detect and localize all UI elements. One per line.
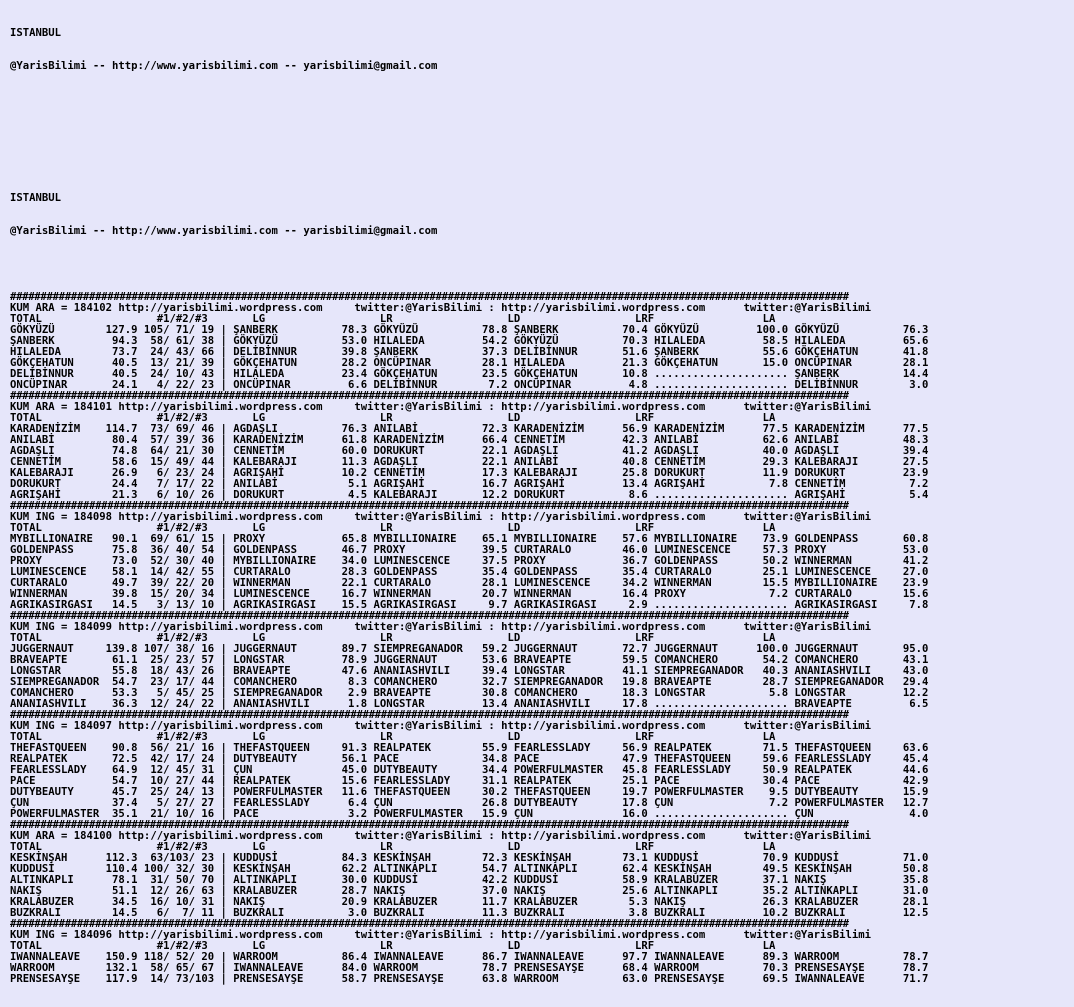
result-row: GÖKYÜZÜ 127.9 105/ 71/ 19 | ŞANBERK 78.3 GÖKYÜZÜ 78.8 ŞANBERK 70.4 GÖKYÜZÜ 100.0 GÖKYÜZÜ 76.3 bbox=[10, 324, 929, 336]
result-row: ÇUN 37.4 5/ 27/ 27 | FEARLESSLADY 6.4 ÇUN 26.8 DUTYBEAUTY 17.8 ÇUN 7.2 POWERFULMASTER 12.7 bbox=[10, 797, 929, 809]
column-headers: TOTAL #1/#2/#3 LG LR LD LRF LA bbox=[10, 412, 776, 424]
result-row: WINNERMAN 39.8 15/ 20/ 34 | LUMINESCENCE 16.7 WINNERMAN 20.7 WINNERMAN 16.4 PROXY 7.2 CURTARALO 15.6 bbox=[10, 588, 929, 600]
result-row: AGRIŞAHİ 21.3 6/ 10/ 26 | DORUKURT 4.5 KALEBARAJI 12.2 DORUKURT 8.6 ..................... AGRIŞAHİ 5.4 bbox=[10, 489, 929, 501]
race-block bbox=[10, 391, 928, 501]
result-row: IWANNALEAVE 150.9 118/ 52/ 20 | WARROOM 86.4 IWANNALEAVE 86.7 IWANNALEAVE 97.7 IWANNALEAVE 89.3 WARROOM 78.7 bbox=[10, 951, 929, 963]
result-row: MYBILLIONAIRE 90.1 69/ 61/ 15 | PROXY 65.8 MYBILLIONAIRE 65.1 MYBILLIONAIRE 57.6 MYBILLIONAIRE 73.9 GOLDENPASS 60.8 bbox=[10, 533, 929, 545]
results-text bbox=[10, 6, 928, 1007]
result-row: ANANIASHVILI 36.3 12/ 24/ 22 | ANANIASHVILI 1.8 LONGSTAR 13.4 ANANIASHVILI 17.8 ..................... BRAVEAPTE 6.5 bbox=[10, 698, 929, 710]
result-row: CURTARALO 49.7 39/ 22/ 20 | WINNERMAN 22.1 CURTARALO 28.1 LUMINESCENCE 34.2 WINNERMAN 15.5 MYBILLIONAIRE 23.9 bbox=[10, 577, 929, 589]
result-row: HILALEDA 73.7 24/ 43/ 66 | DELİBİNNUR 39.8 ŞANBERK 37.3 DELİBİNNUR 51.6 ŞANBERK 55.6 GÖKÇEHATUN 41.8 bbox=[10, 346, 929, 358]
separator-line: ########################################################################################################################################## bbox=[10, 291, 849, 303]
race-block bbox=[10, 919, 928, 985]
separator-line: ########################################################################################################################################## bbox=[10, 709, 849, 721]
result-row: BRAVEAPTE 61.1 25/ 23/ 57 | LONGSTAR 78.9 JUGGERNAUT 53.6 BRAVEAPTE 59.5 COMANCHERO 54.2 COMANCHERO 43.1 bbox=[10, 654, 929, 666]
separator-line: ########################################################################################################################################## bbox=[10, 918, 849, 930]
contact-line: @YarisBilimi -- http://www.yarisbilimi.com -- yarisbilimi@gmail.com bbox=[10, 60, 438, 72]
column-headers: TOTAL #1/#2/#3 LG LR LD LRF LA bbox=[10, 841, 776, 853]
result-row: PACE 54.7 10/ 27/ 44 | REALPATEK 15.6 FEARLESSLADY 31.1 REALPATEK 25.1 PACE 30.4 PACE 42.9 bbox=[10, 775, 929, 787]
race-block bbox=[10, 611, 928, 710]
separator-line: ########################################################################################################################################## bbox=[10, 610, 849, 622]
result-row: BUZKRALI 14.5 6/ 7/ 11 | BUZKRALI 3.0 BUZKRALI 11.3 BUZKRALI 3.8 BUZKRALI 10.2 BUZKRALI 12.5 bbox=[10, 907, 929, 919]
blank-line bbox=[10, 160, 928, 171]
result-row: KALEBARAJI 26.9 6/ 23/ 24 | AGRIŞAHİ 10.2 CENNETİM 17.3 KALEBARAJI 25.8 DORUKURT 11.9 DORUKURT 23.9 bbox=[10, 467, 929, 479]
result-row: GOLDENPASS 75.8 36/ 40/ 54 | GOLDENPASS 46.7 PROXY 39.5 CURTARALO 46.0 LUMINESCENCE 57.3 PROXY 53.0 bbox=[10, 544, 929, 556]
result-row: ŞANBERK 94.3 58/ 61/ 38 | GÖKYÜZÜ 53.0 HILALEDA 54.2 GÖKYÜZÜ 70.3 HILALEDA 58.5 HILALEDA 65.6 bbox=[10, 335, 929, 347]
result-row: AGRIKASIRGASI 14.5 3/ 13/ 10 | AGRIKASIRGASI 15.5 AGRIKASIRGASI 9.7 AGRIKASIRGASI 2.9 ..................... AGRIKASIRGASI 7.8 bbox=[10, 599, 929, 611]
result-row: POWERFULMASTER 35.1 21/ 10/ 16 | PACE 3.2 POWERFULMASTER 15.9 ÇUN 16.0 ..................... ÇUN 4.0 bbox=[10, 808, 929, 820]
blank-line bbox=[10, 94, 928, 105]
result-row: KESKİNŞAH 112.3 63/103/ 23 | KUDDUSİ 84.3 KESKİNŞAH 72.3 KESKİNŞAH 73.1 KUDDUSİ 70.9 KUDDUSİ 71.0 bbox=[10, 852, 929, 864]
result-row: PROXY 73.0 52/ 30/ 40 | MYBILLIONAIRE 34.0 LUMINESCENCE 37.5 PROXY 36.7 GOLDENPASS 50.2 WINNERMAN 41.2 bbox=[10, 555, 929, 567]
result-row: SIEMPREGANADOR 54.7 23/ 17/ 44 | COMANCHERO 8.3 COMANCHERO 32.7 SIEMPREGANADOR 19.8 BRAVEAPTE 28.7 SIEMPREGANADOR 29.4 bbox=[10, 676, 929, 688]
result-row: THEFASTQUEEN 90.8 56/ 21/ 16 | THEFASTQUEEN 91.3 REALPATEK 55.9 FEARLESSLADY 56.9 REALPATEK 71.5 THEFASTQUEEN 63.6 bbox=[10, 742, 929, 754]
column-headers: TOTAL #1/#2/#3 LG LR LD LRF LA bbox=[10, 522, 776, 534]
race-block bbox=[10, 710, 928, 820]
result-row: JUGGERNAUT 139.8 107/ 38/ 16 | JUGGERNAUT 89.7 SIEMPREGANADOR 59.2 JUGGERNAUT 72.7 JUGGERNAUT 100.0 JUGGERNAUT 95.0 bbox=[10, 643, 929, 655]
result-row: GÖKÇEHATUN 40.5 13/ 21/ 39 | GÖKÇEHATUN 28.2 ONCÜPINAR 28.1 HILALEDA 21.3 GÖKÇEHATUN 15.0 ONCÜPINAR 28.1 bbox=[10, 357, 929, 369]
race-header: KUM ING = 184097 http://yarisbilimi.wordpress.com twitter:@YarisBilimi : http://yarisbilimi.wordpress.com twitter:@YarisBilimi bbox=[10, 720, 872, 732]
result-row: DORUKURT 24.4 7/ 17/ 22 | ANILABİ 5.1 AGRIŞAHİ 16.7 AGRIŞAHİ 13.4 AGRIŞAHİ 7.8 CENNETİM 7.2 bbox=[10, 478, 929, 490]
result-row: WARROOM 132.1 58/ 65/ 67 | IWANNALEAVE 84.0 WARROOM 78.7 PRENSESAYŞE 68.4 WARROOM 70.3 PRENSESAYŞE 78.7 bbox=[10, 962, 929, 974]
race-block bbox=[10, 501, 928, 611]
blank-line bbox=[10, 127, 928, 138]
separator-line: ########################################################################################################################################## bbox=[10, 500, 849, 512]
separator-line: ########################################################################################################################################## bbox=[10, 819, 849, 831]
race-header: KUM ARA = 184101 http://yarisbilimi.wordpress.com twitter:@YarisBilimi : http://yarisbilimi.wordpress.com twitter:@YarisBilimi bbox=[10, 401, 872, 413]
race-header: KUM ARA = 184100 http://yarisbilimi.wordpress.com twitter:@YarisBilimi : http://yarisbilimi.wordpress.com twitter:@YarisBilimi bbox=[10, 830, 872, 842]
result-row: NAKIŞ 51.1 12/ 26/ 63 | KRALABUZER 28.7 NAKIŞ 37.0 NAKIŞ 25.6 ALTINKAPLI 35.2 ALTINKAPLI 31.0 bbox=[10, 885, 929, 897]
result-row: REALPATEK 72.5 42/ 17/ 24 | DUTYBEAUTY 56.1 PACE 34.8 PACE 47.9 THEFASTQUEEN 59.6 FEARLESSLADY 45.4 bbox=[10, 753, 929, 765]
separator-line: ########################################################################################################################################## bbox=[10, 390, 849, 402]
result-row: ONCÜPINAR 24.1 4/ 22/ 23 | ONCÜPINAR 6.6 DELİBİNNUR 7.2 ONCÜPINAR 4.8 ..................... DELİBİNNUR 3.0 bbox=[10, 379, 929, 391]
race-block bbox=[10, 292, 928, 391]
result-row: LUMINESCENCE 58.1 14/ 42/ 55 | CURTARALO 28.3 GOLDENPASS 35.4 GOLDENPASS 35.4 CURTARALO 25.1 LUMINESCENCE 27.0 bbox=[10, 566, 929, 578]
result-row: ANILABİ 80.4 57/ 39/ 36 | KARADENİZİM 61.8 KARADENİZİM 66.4 CENNETİM 42.3 ANILABİ 62.6 ANILABİ 48.3 bbox=[10, 434, 929, 446]
result-row: ALTINKAPLI 78.1 31/ 50/ 70 | ALTINKAPLI 30.0 KUDDUSİ 42.2 KUDDUSİ 58.9 KRALABUZER 37.1 NAKIŞ 35.8 bbox=[10, 874, 929, 886]
result-row: KRALABUZER 34.5 16/ 10/ 31 | NAKIŞ 20.9 KRALABUZER 11.7 KRALABUZER 5.3 NAKIŞ 26.3 KRALABUZER 28.1 bbox=[10, 896, 929, 908]
column-headers: TOTAL #1/#2/#3 LG LR LD LRF LA bbox=[10, 313, 776, 325]
contact-line: @YarisBilimi -- http://www.yarisbilimi.com -- yarisbilimi@gmail.com bbox=[10, 225, 438, 237]
result-row: FEARLESSLADY 64.9 12/ 45/ 31 | ÇUN 45.0 DUTYBEAUTY 34.4 POWERFULMASTER 45.8 FEARLESSLADY 50.9 REALPATEK 44.6 bbox=[10, 764, 929, 776]
result-row: AGDAŞLI 74.8 64/ 21/ 30 | CENNETİM 60.0 DORUKURT 22.1 AGDAŞLI 41.2 AGDAŞLI 40.0 AGDAŞLI 39.4 bbox=[10, 445, 929, 457]
column-headers: TOTAL #1/#2/#3 LG LR LD LRF LA bbox=[10, 632, 776, 644]
result-row: LONGSTAR 55.8 18/ 43/ 26 | BRAVEAPTE 47.6 ANANIASHVILI 39.4 LONGSTAR 41.1 SIEMPREGANADOR 40.3 ANANIASHVILI 43.0 bbox=[10, 665, 929, 677]
result-row: KUDDUSİ 110.4 100/ 32/ 30 | KESKİNŞAH 62.2 ALTINKAPLI 54.7 ALTINKAPLI 62.4 KESKİNŞAH 49.5 KESKİNŞAH 50.8 bbox=[10, 863, 929, 875]
race-block bbox=[10, 820, 928, 919]
race-header: KUM ARA = 184102 http://yarisbilimi.wordpress.com twitter:@YarisBilimi : http://yarisbilimi.wordpress.com twitter:@YarisBilimi bbox=[10, 302, 872, 314]
column-headers: TOTAL #1/#2/#3 LG LR LD LRF LA bbox=[10, 940, 776, 952]
race-header: KUM ING = 184096 http://yarisbilimi.wordpress.com twitter:@YarisBilimi : http://yarisbilimi.wordpress.com twitter:@YarisBilimi bbox=[10, 929, 872, 941]
result-row: COMANCHERO 53.3 5/ 45/ 25 | SIEMPREGANADOR 2.9 BRAVEAPTE 30.8 COMANCHERO 18.3 LONGSTAR 5.8 LONGSTAR 12.2 bbox=[10, 687, 929, 699]
result-row: CENNETİM 58.6 15/ 49/ 44 | KALEBARAJI 11.3 AGDAŞLI 22.1 ANILABİ 40.8 CENNETİM 29.3 KALEBARAJI 27.5 bbox=[10, 456, 929, 468]
race-header: KUM ING = 184099 http://yarisbilimi.wordpress.com twitter:@YarisBilimi : http://yarisbilimi.wordpress.com twitter:@YarisBilimi bbox=[10, 621, 872, 633]
city-heading: ISTANBUL bbox=[10, 27, 62, 39]
result-row: DELİBİNNUR 40.5 24/ 10/ 43 | HILALEDA 23.4 GÖKÇEHATUN 23.5 GÖKÇEHATUN 10.8 ..................... ŞANBERK 14.4 bbox=[10, 368, 929, 380]
result-row: PRENSESAYŞE 117.9 14/ 73/103 | PRENSESAYŞE 58.7 PRENSESAYŞE 63.8 WARROOM 63.0 PRENSESAYŞE 69.5 IWANNALEAVE 71.7 bbox=[10, 973, 929, 985]
city-heading: ISTANBUL bbox=[10, 192, 62, 204]
blank-line bbox=[10, 259, 928, 270]
column-headers: TOTAL #1/#2/#3 LG LR LD LRF LA bbox=[10, 731, 776, 743]
result-row: DUTYBEAUTY 45.7 25/ 24/ 13 | POWERFULMASTER 11.6 THEFASTQUEEN 30.2 THEFASTQUEEN 19.7 POWERFULMASTER 9.5 DUTYBEAUTY 15.9 bbox=[10, 786, 929, 798]
result-row: KARADENİZİM 114.7 73/ 69/ 46 | AGDAŞLI 76.3 ANILABİ 72.3 KARADENİZİM 56.9 KARADENİZİM 77.5 KARADENİZİM 77.5 bbox=[10, 423, 929, 435]
race-header: KUM ING = 184098 http://yarisbilimi.wordpress.com twitter:@YarisBilimi : http://yarisbilimi.wordpress.com twitter:@YarisBilimi bbox=[10, 511, 872, 523]
race-blocks bbox=[10, 292, 928, 985]
